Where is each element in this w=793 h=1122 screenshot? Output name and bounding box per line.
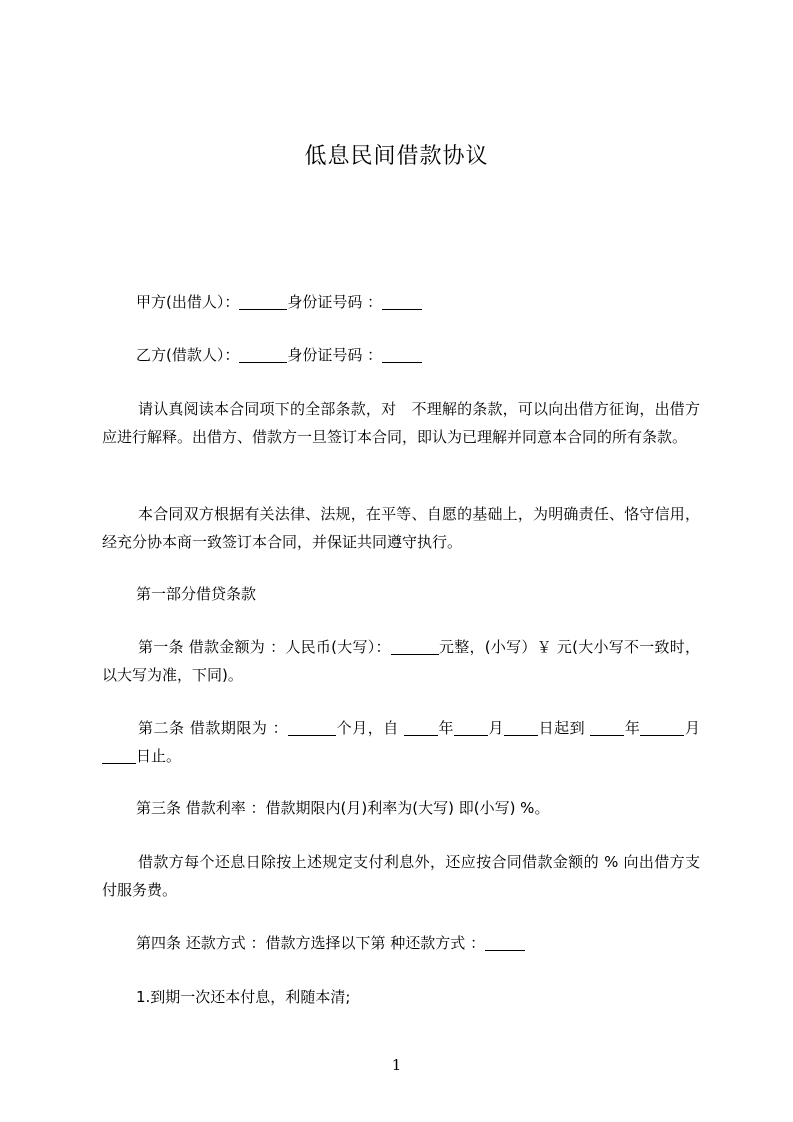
article-1-text-a: 第一条 借款金额为 ：人民币(大写）：: [138, 638, 391, 656]
document-title: 低息民间借款协议: [304, 144, 489, 169]
article-1-text-b: 元整，(小写）￥ 元(大小写不一致时，以大写为准，下同)。: [102, 638, 700, 684]
party-a-name-blank[interactable]: [239, 291, 287, 310]
part-1-heading: 第一部分借贷条款: [136, 585, 257, 603]
party-a-id-blank[interactable]: [382, 291, 422, 310]
article-2-text-f: 年: [624, 719, 641, 737]
party-b-id-label: 身份证号码 ：: [287, 346, 383, 364]
article-2-text-c: 年: [438, 719, 455, 737]
intro-paragraph-1: 请认真阅读本合同项下的全部条款，对 不理解的条款，可以向出借方征询，出借方应进行解释。出借方、借款方一旦签订本合同，即认为已理解并同意本合同的所有条款。: [102, 400, 700, 446]
party-a-label: 甲方(出借人）：: [136, 293, 240, 311]
article-3: 第三条 借款利率 ：借款期限内(月)利率为(大写) 即(小写) %。: [136, 799, 550, 817]
article-2-text-a: 第二条 借款期限为 ：: [138, 719, 289, 737]
article-2-text-d: 月: [488, 719, 505, 737]
end-day-blank[interactable]: [102, 745, 136, 764]
party-b-label: 乙方(借款人）：: [136, 346, 240, 364]
article-4: [136, 929, 700, 957]
term-months-blank[interactable]: [288, 717, 336, 736]
end-year-blank[interactable]: [590, 717, 624, 736]
party-b-line: [136, 341, 700, 369]
party-b-name-blank[interactable]: [239, 344, 287, 363]
article-2-text-e: 日起到: [538, 719, 591, 737]
article-2-text-b: 个月，自: [336, 719, 405, 737]
article-2: [102, 714, 700, 770]
end-month-blank[interactable]: [640, 717, 684, 736]
start-year-blank[interactable]: [404, 717, 438, 736]
party-b-id-blank[interactable]: [382, 344, 422, 363]
article-2-text-g: 月: [684, 719, 700, 737]
repayment-item-1: 1.到期一次还本付息，利随本清;: [136, 988, 351, 1006]
party-a-id-label: 身份证号码 ：: [287, 293, 383, 311]
start-month-blank[interactable]: [454, 717, 488, 736]
page-number: 1: [391, 1056, 402, 1074]
intro-paragraph-2: 本合同双方根据有关法律、法规，在平等、自愿的基础上，为明确责任、恪守信用，经充分协本商一致签订本合同，并保证共同遵守执行。: [102, 505, 700, 551]
party-a-line: [136, 288, 700, 316]
article-1: [102, 633, 700, 689]
amount-uppercase-blank[interactable]: [391, 636, 439, 655]
article-4-text: 第四条 还款方式 ：借款方选择以下第 种还款方式 ：: [136, 934, 486, 952]
repayment-option-blank[interactable]: [485, 932, 525, 951]
article-3-service-fee: 借款方每个还息日除按上述规定支付利息外，还应按合同借款金额的 % 向出借方支付服务费。: [102, 853, 700, 899]
start-day-blank[interactable]: [504, 717, 538, 736]
article-2-text-h: 日止。: [136, 747, 182, 765]
